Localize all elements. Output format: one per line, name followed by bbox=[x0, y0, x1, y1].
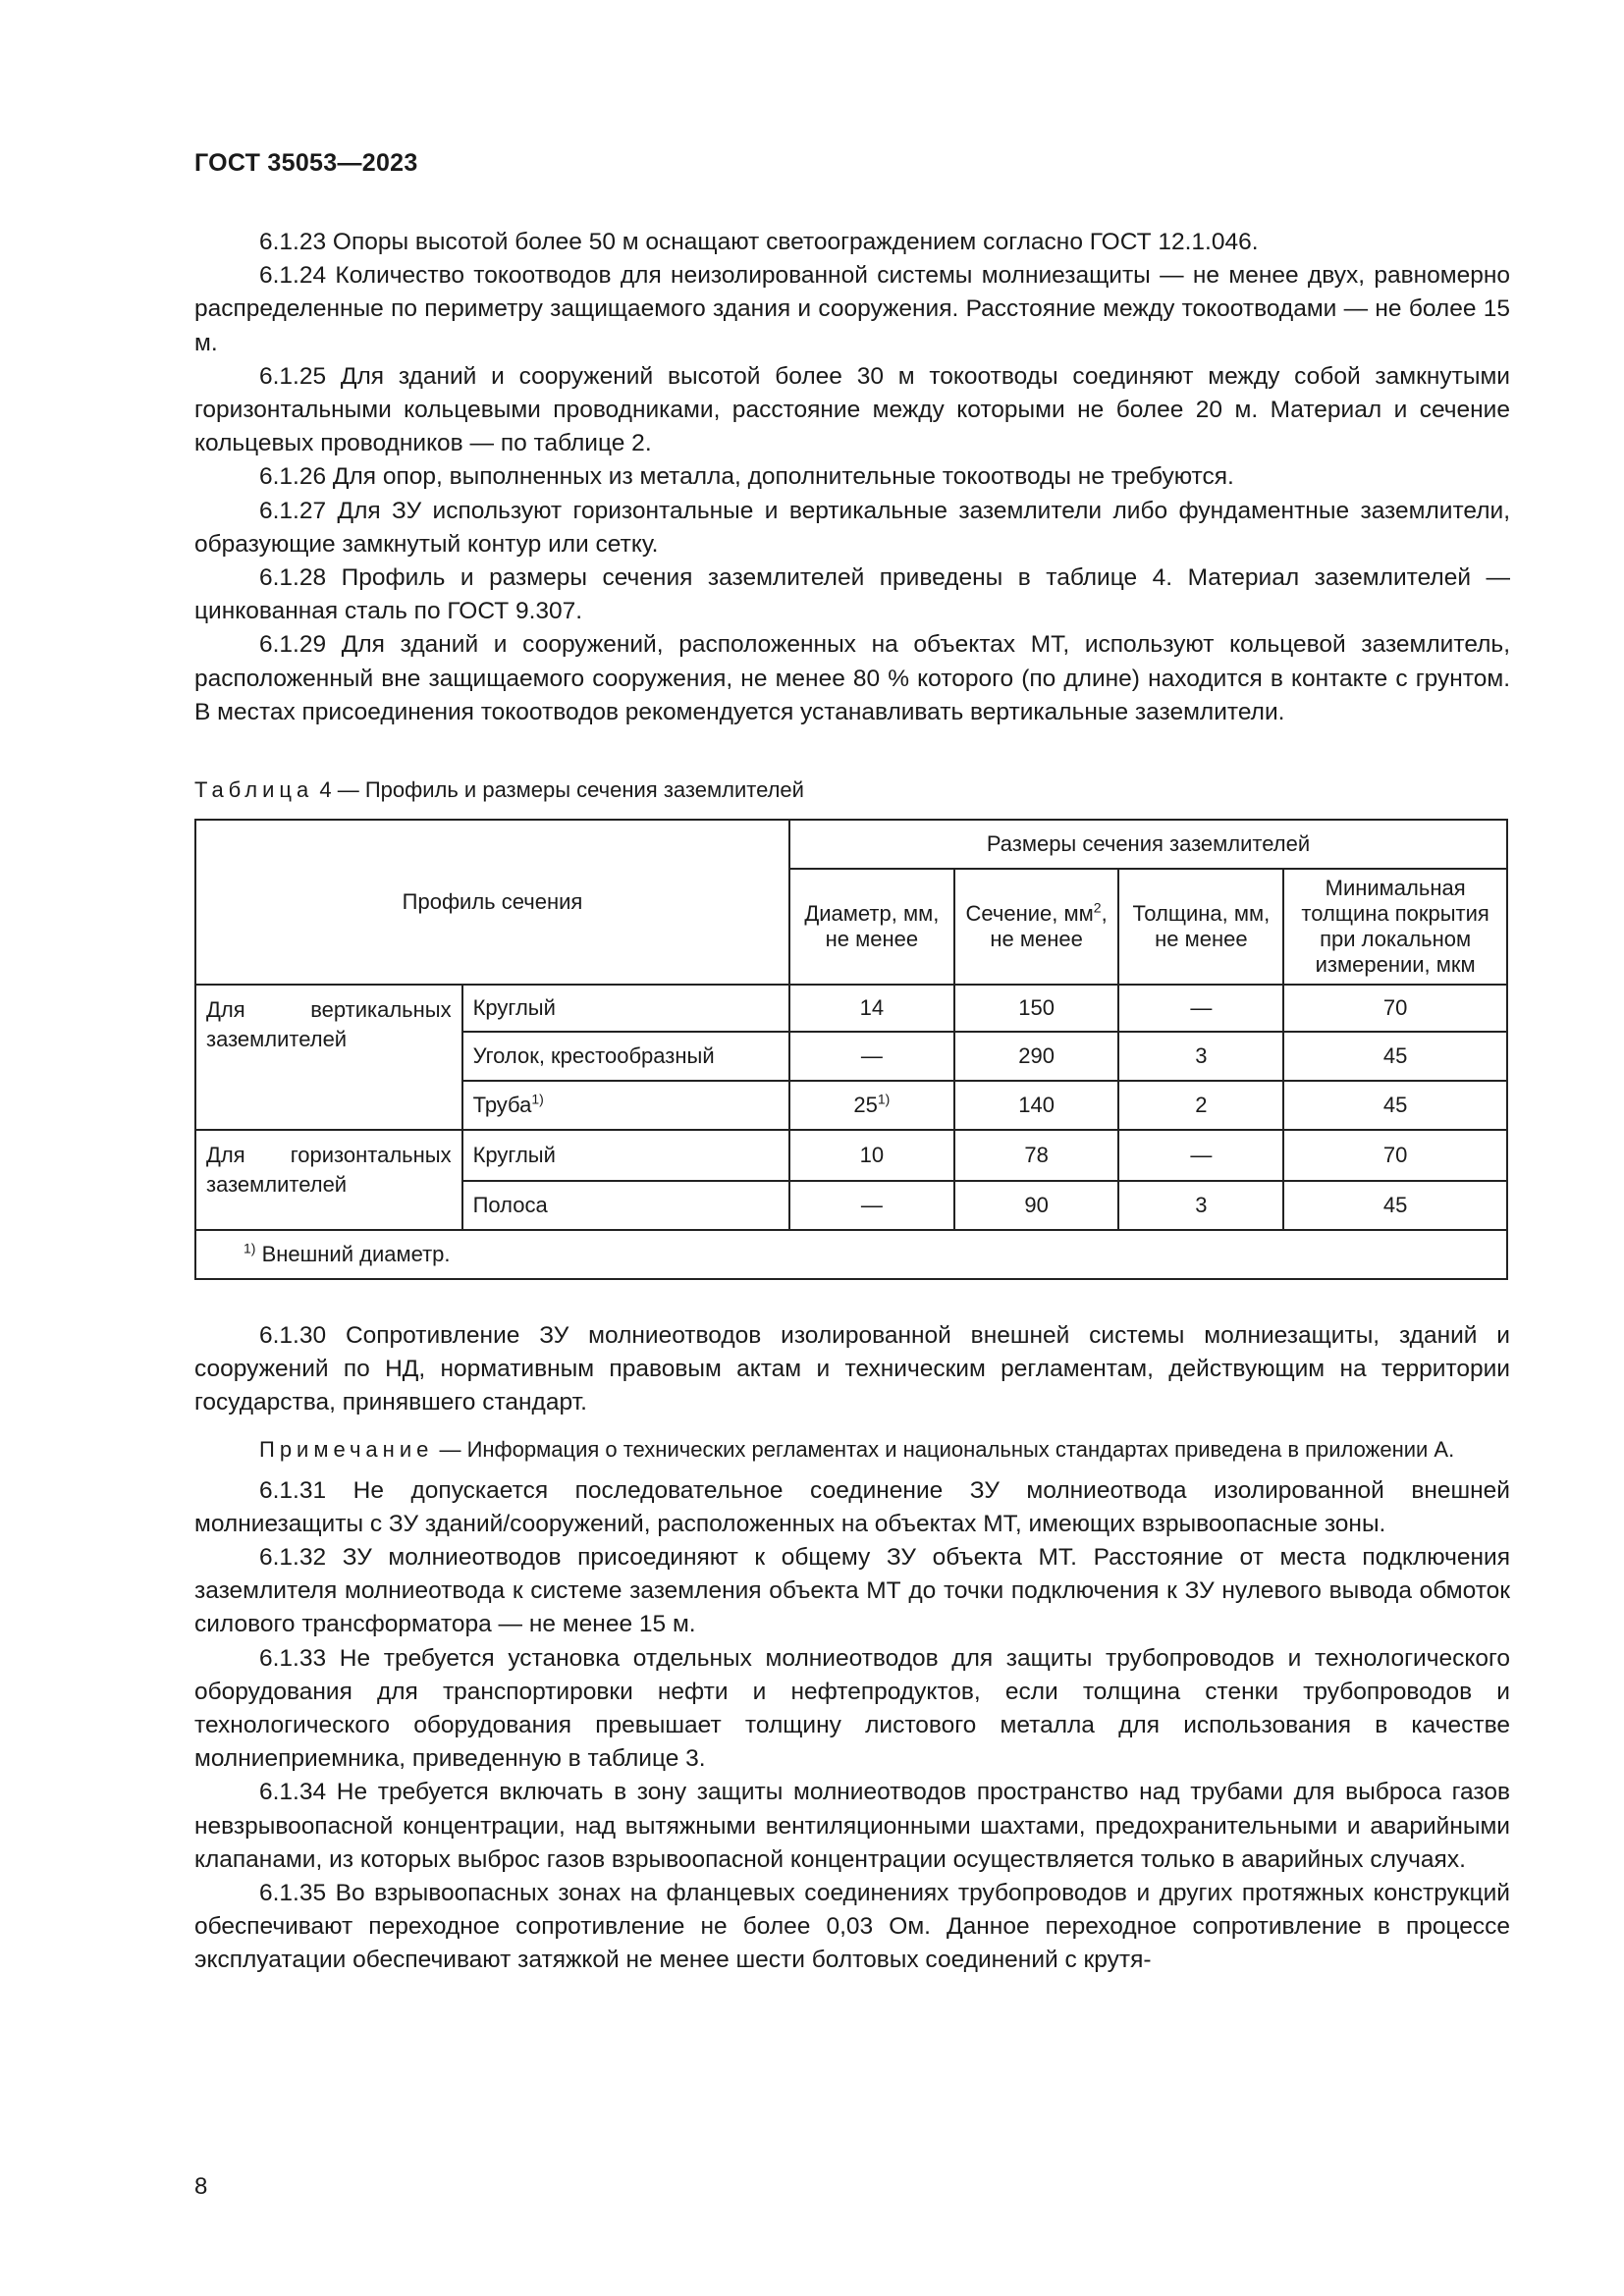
body-text-bottom bbox=[194, 1319, 1510, 1978]
paragraph-6-1-27: 6.1.27 Для ЗУ используют горизонтальные и вертикальные заземлители либо фундаментные заземлители, образующие замкнутый контур или сетку. bbox=[194, 497, 1510, 558]
cell-section: 150 bbox=[954, 985, 1119, 1032]
cell-diameter: — bbox=[789, 1032, 954, 1081]
paragraph-6-1-28: 6.1.28 Профиль и размеры сечения заземлителей приведены в таблице 4. Материал заземлителей — цинкованная сталь по ГОСТ 9.307. bbox=[194, 564, 1510, 625]
document-header: ГОСТ 35053—2023 bbox=[194, 149, 418, 177]
cell-type: Круглый bbox=[462, 985, 789, 1032]
table-caption-label: Таблица bbox=[194, 777, 314, 802]
page-number: 8 bbox=[194, 2173, 208, 2200]
body-text-top bbox=[194, 226, 1510, 729]
cell-section: 290 bbox=[954, 1032, 1119, 1081]
cell-thickness: 3 bbox=[1118, 1181, 1283, 1230]
cell-section: 90 bbox=[954, 1181, 1119, 1230]
header-coating: Минимальная толщина покрытия при локальном измерении, мкм bbox=[1283, 869, 1507, 985]
cell-coating: 70 bbox=[1283, 985, 1507, 1032]
cell-diameter: 14 bbox=[789, 985, 954, 1032]
cell-type: Полоса bbox=[462, 1181, 789, 1230]
header-thickness: Толщина, мм, не менее bbox=[1118, 869, 1283, 985]
cell-type: Уголок, крестообразный bbox=[462, 1032, 789, 1081]
paragraph-6-1-35: 6.1.35 Во взрывоопасных зонах на фланцевых соединениях трубопроводов и других протяжных конструкций обеспечивают переходное сопротивление не более 0,03 Ом. Данное переходное сопротивление в процессе эксплуатации обеспечивают затяжкой не менее шести болтовых соединений с крутя- bbox=[194, 1880, 1510, 1974]
note-text: — Информация о технических регламентах и национальных стандартах приведена в приложении А. bbox=[433, 1436, 1455, 1462]
table-row bbox=[195, 1130, 1507, 1181]
group-horizontal: Для горизонтальных заземлителей bbox=[195, 1130, 462, 1230]
cell-coating: 45 bbox=[1283, 1032, 1507, 1081]
paragraph-6-1-24: 6.1.24 Количество токоотводов для неизолированной системы молниезащиты — не менее двух, равномерно распределенные по периметру защищаемого здания и сооружения. Расстояние между токоотводами — не более 15 м. bbox=[194, 262, 1510, 356]
header-diameter: Диаметр, мм, не менее bbox=[789, 869, 954, 985]
header-profile: Профиль сечения bbox=[195, 820, 789, 985]
table-footnote: $^{1)}$ Внешний диаметр. bbox=[195, 1230, 1507, 1279]
cell-coating: 45 bbox=[1283, 1081, 1507, 1130]
note bbox=[194, 1434, 1510, 1465]
paragraph-6-1-33: 6.1.33 Не требуется установка отдельных молниеотводов для защиты трубопроводов и технологического оборудования для транспортировки нефти и нефтепродуктов, если толщина стенки трубопроводов и технологического оборудования превышает толщину листового металла для использования в качестве молниеприемника, приведенную в таблице 3. bbox=[194, 1644, 1510, 1773]
paragraph-6-1-30: 6.1.30 Сопротивление ЗУ молниеотводов изолированной внешней системы молниезащиты, зданий и сооружений по НД, нормативным правовым актам и техническим регламентам, действующим на территории государства, принявшего стандарт. bbox=[194, 1322, 1510, 1416]
table-row bbox=[195, 985, 1507, 1032]
table-footnote-row bbox=[195, 1230, 1507, 1279]
cell-thickness: 2 bbox=[1118, 1081, 1283, 1130]
cell-coating: 45 bbox=[1283, 1181, 1507, 1230]
cell-diameter: — bbox=[789, 1181, 954, 1230]
cell-coating: 70 bbox=[1283, 1130, 1507, 1181]
cell-type: Круглый bbox=[462, 1130, 789, 1181]
paragraph-6-1-31: 6.1.31 Не допускается последовательное соединение ЗУ молниеотвода изолированной внешней молниезащиты с ЗУ зданий/сооружений, расположенных на объектах МТ, имеющих взрывоопасные зоны. bbox=[194, 1476, 1510, 1537]
cell-diameter: 10 bbox=[789, 1130, 954, 1181]
cell-section: 140 bbox=[954, 1081, 1119, 1130]
group-vertical: Для вертикальных заземлителей bbox=[195, 985, 462, 1130]
cell-thickness: — bbox=[1118, 1130, 1283, 1181]
cell-thickness: 3 bbox=[1118, 1032, 1283, 1081]
paragraph-6-1-23: 6.1.23 Опоры высотой более 50 м оснащают светоограждением согласно ГОСТ 12.1.046. bbox=[259, 229, 1259, 255]
table-caption-text: 4 — Профиль и размеры сечения заземлителей bbox=[319, 777, 804, 802]
table-caption bbox=[194, 777, 804, 803]
paragraph-6-1-25: 6.1.25 Для зданий и сооружений высотой более 30 м токоотводы соединяют между собой замкнутыми горизонтальными кольцевыми проводниками, расстояние между которыми не более 20 м. Материал и сечение кольцевых проводников — по таблице 2. bbox=[194, 362, 1510, 457]
header-section: Сечение, $мм^2$, не менее bbox=[954, 869, 1119, 985]
paragraph-6-1-29: 6.1.29 Для зданий и сооружений, расположенных на объектах МТ, используют кольцевой заземлитель, расположенный вне защищаемого сооружения, не менее 80 % которого (по длине) находится в контакте с грунтом. В местах присоединения токоотводов рекомендуется устанавливать вертикальные заземлители. bbox=[194, 631, 1510, 725]
paragraph-6-1-32: 6.1.32 ЗУ молниеотводов присоединяют к общему ЗУ объекта МТ. Расстояние от места подключения заземлителя молниеотвода к системе заземления объекта МТ до точки подключения к ЗУ нулевого вывода обмоток силового трансформатора — не менее 15 м. bbox=[194, 1544, 1510, 1638]
paragraph-6-1-34: 6.1.34 Не требуется включать в зону защиты молниеотводов пространство над трубами для выброса газов невзрывоопасной концентрации, над вытяжными вентиляционными шахтами, предохранительными и аварийными клапанами, из которых выброс газов взрывоопасной концентрации осуществляется только в аварийных случаях. bbox=[194, 1779, 1510, 1873]
cell-thickness: — bbox=[1118, 985, 1283, 1032]
cell-diameter: 25$^{1)}$ bbox=[789, 1081, 954, 1130]
cell-section: 78 bbox=[954, 1130, 1119, 1181]
grounding-profile-table bbox=[194, 819, 1508, 1280]
header-group-dimensions: Размеры сечения заземлителей bbox=[789, 820, 1507, 869]
cell-type: Труба$^{1)}$ bbox=[462, 1081, 789, 1130]
note-label: Примечание bbox=[259, 1436, 434, 1462]
paragraph-6-1-26: 6.1.26 Для опор, выполненных из металла, дополнительные токоотводы не требуются. bbox=[259, 463, 1234, 491]
